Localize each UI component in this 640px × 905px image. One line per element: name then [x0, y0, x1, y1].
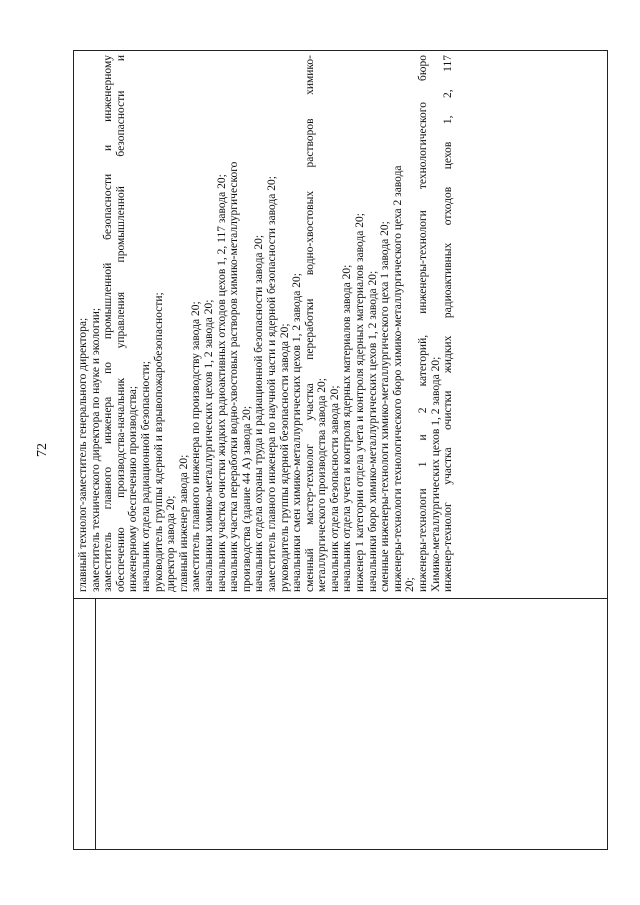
- position-line: руководитель группы ядерной безопасности завода 20;: [278, 323, 291, 592]
- page-number: 72: [35, 443, 50, 457]
- positions-table: [73, 50, 608, 850]
- left-column-divider: [95, 599, 96, 849]
- position-line: инженеры-технологи технологического бюро химико-металлургического цеха 2 завода: [391, 165, 404, 592]
- position-line: инженер-технолог участка очистки жидких радиоактивных отходов цехов 1, 2, 117: [442, 55, 455, 592]
- position-line: главный инженер завода 20;: [177, 454, 190, 592]
- position-line: заместитель главного инженера по научной части и ядерной безопасности завода 20;: [265, 176, 278, 592]
- position-line: начальник отдела радиационной безопасности;: [139, 361, 152, 592]
- position-line: начальник участка переработки водно-хвостовых растворов химико-металлургического: [228, 161, 241, 592]
- left-column: [74, 598, 607, 849]
- position-line: руководитель группы ядерной и взрывопожаробезопасности;: [152, 292, 165, 592]
- position-line: инженеры-технологи 1 и 2 категорий, инженеры-технологи технологического бюро: [417, 55, 430, 592]
- rotated-table-wrapper: [73, 50, 608, 850]
- position-line: обеспечению производства-начальник управления промышленной безопасности и: [114, 55, 127, 592]
- position-line: металлургического производства завода 20;: [316, 378, 329, 592]
- position-line: заместитель главного инженера по промышленной безопасности и инженерному: [102, 55, 115, 592]
- position-line: инженер 1 категории отдела учета и контроля ядерных материалов завода 20;: [354, 213, 367, 592]
- position-line: директор завода 20;: [165, 495, 178, 592]
- position-line: начальник отдела учета и контроля ядерных материалов завода 20;: [341, 264, 354, 592]
- position-line: заместитель главного инженера по производству завода 20;: [190, 301, 203, 592]
- position-line: 20;: [404, 577, 417, 592]
- positions-list: [74, 51, 607, 598]
- position-line: главный технолог-заместитель генерального директора;: [77, 317, 89, 592]
- position-line: сменный мастер-технолог участка переработки водно-хвостовых растворов химико-: [303, 55, 316, 592]
- position-line: начальник отдела охраны труда и радиационной безопасности завода 20;: [253, 234, 266, 592]
- position-line: начальники смен химико-металлургических цехов 1, 2 завода 20;: [291, 273, 304, 592]
- position-line: заместитель технического директора по науке и экологии;: [89, 307, 102, 592]
- position-line: сменные инженеры-технологи химико-металлургического цеха 1 завода 20;: [379, 221, 392, 592]
- position-line: производства (здание 44 А) завода 20;: [240, 405, 253, 592]
- position-line: начальник отдела безопасности завода 20;: [328, 385, 341, 592]
- position-line: Химико-металлургических цехов 1, 2 завода 20;: [429, 356, 442, 592]
- position-line: начальники бюро химико-металлургических цехов 1, 2 завода 20;: [366, 270, 379, 592]
- position-line: инженерному обеспечению производства;: [127, 385, 140, 592]
- position-line: начальник участка очистки жидких радиоактивных отходов цехов 1, 2, 117 завода 20;: [215, 174, 228, 592]
- position-line: начальники химико-металлургических цехов 1, 2 завода 20;: [202, 299, 215, 592]
